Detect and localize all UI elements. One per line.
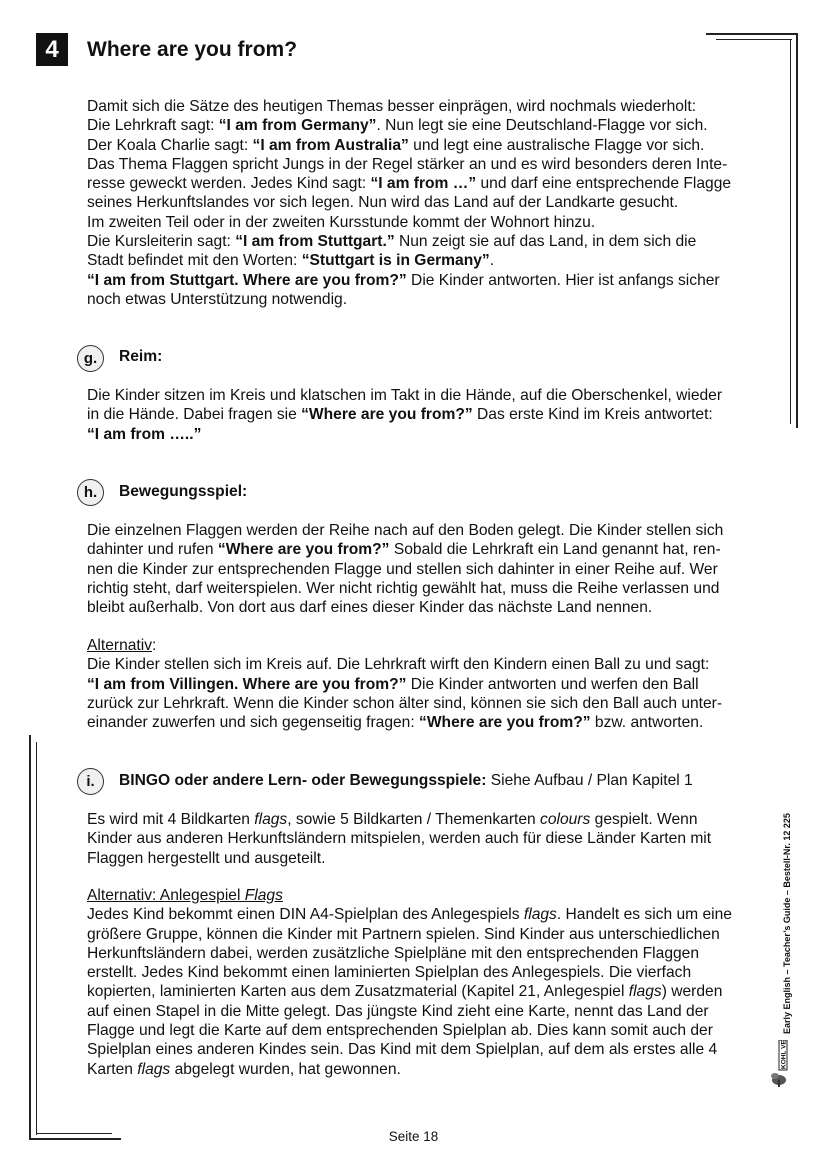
- text-line: [87, 694, 722, 713]
- text-run: Flaggen hergestellt und ausgeteilt.: [87, 849, 326, 867]
- text-line: [87, 905, 732, 924]
- text-run: und darf eine entsprechende Flagge: [476, 175, 732, 193]
- frame-line-left-inner: [36, 742, 37, 1135]
- text-run: :: [152, 637, 157, 654]
- text-line: [87, 849, 711, 868]
- bold-phrase: “I am from Villingen. Where are you from?”: [87, 675, 407, 693]
- section-h-alternative: [87, 636, 722, 732]
- text-line: [87, 829, 711, 848]
- text-run: nen die Kinder zur entsprechenden Flagge und stellen sich dahinter in einer Reihe auf. Wer: [87, 560, 718, 578]
- text-run: Das Thema Flaggen spricht Jungs in der Regel stärker an und es wird besonders deren Inte-: [87, 155, 728, 173]
- text-line: [87, 579, 723, 598]
- text-line: [87, 425, 722, 444]
- text-run: Spielplan eines anderen Kindes sein. Das Kind mit dem Spielplan, auf dem als erstes alle 4: [87, 1041, 718, 1059]
- text-run: Die Kinder antworten. Hier ist anfangs sicher: [406, 271, 720, 289]
- text-run: auf einen Stapel in die Mitte gelegt. Das jüngste Kind zieht eine Karte, nennt das Land der: [87, 1002, 709, 1020]
- text-run: Stadt befindet mit den Worten:: [87, 252, 302, 270]
- text-run: zurück zur Lehrkraft. Wenn die Kinder schon älter sind, können sie sich den Ball auch unter-: [87, 694, 723, 712]
- text-line: [87, 675, 722, 694]
- intro-paragraph: [87, 97, 731, 309]
- section-g-marker: g.: [77, 345, 104, 372]
- text-run: abgelegt wurden, hat gewonnen.: [170, 1060, 401, 1078]
- frame-line-top-inner: [716, 39, 792, 40]
- text-run: Damit sich die Sätze des heutigen Themas besser einprägen, wird nochmals wiederholt:: [87, 98, 697, 115]
- text-line: [87, 636, 722, 655]
- text-line: [87, 1060, 732, 1079]
- text-line: [87, 405, 722, 424]
- text-run: . Nun legt sie eine Deutschland-Flagge vor sich.: [376, 117, 708, 135]
- text-run: in die Hände. Dabei fragen sie: [87, 406, 302, 424]
- text-line: [87, 232, 731, 251]
- text-line: [87, 713, 722, 732]
- bold-phrase: “Where are you from?”: [217, 541, 390, 559]
- text-run: ) werden: [661, 983, 723, 1001]
- text-line: [87, 886, 732, 905]
- text-run: einander zuwerfen und sich gegenseitig fragen:: [87, 714, 420, 732]
- text-line: [87, 925, 732, 944]
- italic-word: flags: [628, 983, 662, 1001]
- text-run: kopierten, laminierten Karten aus dem Zusatzmaterial (Kapitel 21, Anlegespiel: [87, 983, 629, 1001]
- text-run: Die Kinder sitzen im Kreis und klatschen im Takt in die Hände, auf die Oberschenkel, wieder: [87, 387, 723, 404]
- frame-line-right-inner: [790, 39, 791, 424]
- text-run: bzw. antworten.: [590, 714, 704, 732]
- text-run: Die Kursleiterin sagt:: [87, 233, 236, 251]
- text-run: größere Gruppe, können die Kinder mit Partnern spielen. Sind Kinder aus unterschiedlichen: [87, 925, 720, 943]
- text-run: Karten: [87, 1060, 138, 1078]
- text-run: richtig steht, darf weiterspielen. Wer nicht richtig gewählt hat, muss die Reihe verlassen und: [87, 579, 720, 597]
- text-line: [87, 386, 722, 405]
- text-run: Nun zeigt sie auf das Land, in dem sich die: [394, 233, 697, 251]
- text-run: gespielt. Wenn: [590, 811, 698, 828]
- text-run: Die einzelnen Flaggen werden der Reihe nach auf den Boden gelegt. Die Kinder stellen sich: [87, 522, 724, 539]
- text-run: Im zweiten Teil oder in der zweiten Kursstunde kommt der Wohnort hinzu.: [87, 213, 596, 231]
- text-run: Die Kinder antworten und werfen den Ball: [406, 675, 699, 693]
- text-line: [87, 1002, 732, 1021]
- italic-word: flags: [254, 811, 288, 828]
- text-line: [87, 560, 723, 579]
- bold-phrase: “I am from …”: [370, 175, 477, 193]
- text-run: erstellt. Jedes Kind bekommt einen laminierten Spielplan des Anlegespiels. Die vierfach: [87, 964, 692, 982]
- text-line: [87, 944, 732, 963]
- text-line: [87, 655, 722, 674]
- chapter-number-box: 4: [36, 33, 68, 66]
- page-title: Where are you from?: [87, 38, 298, 61]
- text-run: Die Kinder stellen sich im Kreis auf. Die Lehrkraft wirft den Kindern einen Ball zu und sagt:: [87, 656, 710, 674]
- text-run: Kinder aus anderen Herkunftsländern mitspielen, werden auch für diese Länder Karten mit: [87, 830, 712, 848]
- text-line: [87, 982, 732, 1001]
- bold-phrase: “I am from …..”: [87, 425, 202, 443]
- text-run: dahinter und rufen: [87, 541, 218, 559]
- text-run: Flagge und legt die Karte auf dem entsprechenden Spielplan ab. Dies kann somit auch der: [87, 1022, 713, 1040]
- text-run: und legt eine australische Flagge vor sich.: [408, 136, 705, 154]
- text-line: [87, 251, 731, 270]
- section-g-paragraph: [87, 386, 722, 444]
- text-line: [87, 116, 731, 135]
- italic-word: flags: [523, 906, 557, 924]
- text-line: [87, 174, 731, 193]
- text-run: . Handelt es sich um eine: [556, 906, 732, 924]
- text-line: [87, 193, 731, 212]
- text-run: Herkunftsländern dabei, werden zusätzliche Spielpläne mit den entsprechenden Flaggen: [87, 944, 700, 962]
- text-line: [87, 1040, 732, 1059]
- svg-text:KOHL VERLAG: KOHL VERLAG: [780, 1040, 788, 1069]
- frame-line-right: [796, 33, 798, 428]
- section-h-marker: h.: [77, 479, 104, 506]
- bold-phrase: “I am from Stuttgart. Where are you from?”: [87, 271, 407, 289]
- text-run: Das erste Kind im Kreis antwortet:: [472, 406, 713, 424]
- text-line: [87, 213, 731, 232]
- text-line: [87, 136, 731, 155]
- text-line: [87, 598, 723, 617]
- text-line: [87, 963, 732, 982]
- section-i-paragraph: [87, 810, 711, 868]
- bold-phrase: “Stuttgart is in Germany”: [301, 252, 490, 270]
- text-line: [87, 540, 723, 559]
- text-run: noch etwas Unterstützung notwendig.: [87, 290, 348, 308]
- text-line: [87, 1021, 732, 1040]
- text-line: [87, 810, 711, 829]
- italic-word: colours: [540, 811, 591, 828]
- text-line: [87, 290, 731, 309]
- page-number: Seite 18: [388, 1129, 439, 1144]
- text-run: Es wird mit 4 Bildkarten: [87, 811, 255, 828]
- text-run: seines Herkunftslandes vor sich legen. Nun wird das Land auf der Landkarte gesucht.: [87, 194, 679, 212]
- section-h-heading: Bewegungsspiel:: [119, 483, 248, 500]
- bold-phrase: “I am from Germany”: [218, 117, 377, 135]
- section-i-alternative: [87, 886, 732, 1079]
- text-run: resse geweckt werden. Jedes Kind sagt:: [87, 175, 371, 193]
- italic-word: Flags: [244, 887, 283, 904]
- text-run: , sowie 5 Bildkarten / Themenkarten: [287, 811, 541, 828]
- text-run: Sobald die Lehrkraft ein Land genannt hat, ren-: [389, 541, 721, 559]
- text-run: bleibt außerhalb. Von dort aus darf eines dieser Kinder das nächste Land nennen.: [87, 599, 653, 617]
- text-run: Die Lehrkraft sagt:: [87, 117, 219, 135]
- section-g-heading: Reim:: [119, 348, 163, 365]
- text-line: [87, 97, 731, 116]
- section-h-paragraph: [87, 521, 723, 617]
- italic-word: flags: [137, 1060, 171, 1078]
- publisher-logo: [766, 1040, 798, 1088]
- bold-phrase: “Where are you from?”: [301, 406, 473, 424]
- bold-phrase: “I am from Stuttgart.”: [235, 233, 395, 251]
- section-i-heading: BINGO oder andere Lern- oder Bewegungsspiele: Siehe Aufbau / Plan Kapitel 1: [119, 772, 693, 789]
- frame-line-left: [29, 735, 31, 1140]
- frame-line-top: [706, 33, 798, 35]
- text-line: [87, 155, 731, 174]
- text-run: Alternativ: [87, 637, 153, 654]
- section-i-marker: i.: [77, 768, 104, 795]
- text-run: .: [489, 252, 495, 270]
- bold-phrase: “I am from Australia”: [252, 136, 409, 154]
- text-run: Der Koala Charlie sagt:: [87, 136, 253, 154]
- text-line: [87, 521, 723, 540]
- bold-phrase: “Where are you from?”: [419, 714, 591, 732]
- text-line: [87, 271, 731, 290]
- text-run: Jedes Kind bekommt einen DIN A4-Spielplan des Anlegespiels: [87, 906, 524, 924]
- text-run: Alternativ: Anlegespiel: [87, 887, 245, 904]
